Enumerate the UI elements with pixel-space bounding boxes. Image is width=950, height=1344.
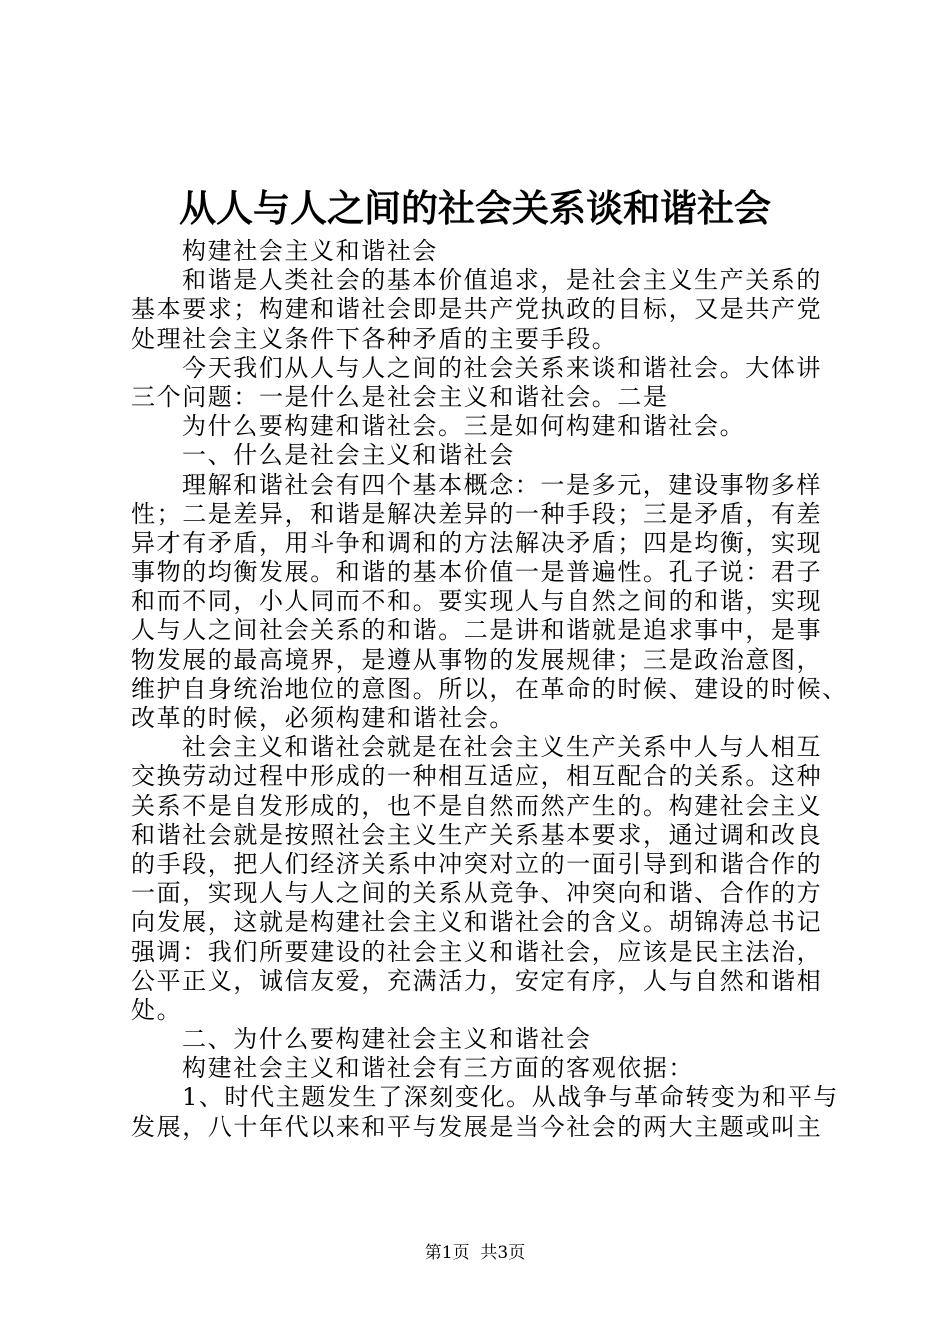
body-line: 人与人之间社会关系的和谐。二是讲和谐就是追求事中，是事 (131, 616, 823, 645)
body-line: 社会主义和谐社会就是在社会主义生产关系中人与人相互 (182, 733, 822, 762)
body-line: 物发展的最高境界，是遵从事物的发展规律；三是政治意图， (131, 645, 823, 674)
body-line: 一、什么是社会主义和谐社会 (182, 441, 515, 470)
body-line: 今天我们从人与人之间的社会关系来谈和谐社会。大体讲 (182, 353, 822, 382)
body-line: 二、为什么要构建社会主义和谐社会 (182, 1025, 592, 1054)
body-line: 构建社会主义和谐社会有三方面的客观依据： (182, 1054, 694, 1083)
body-line: 强调：我们所要建设的社会主义和谐社会，应该是民主法治， (131, 937, 823, 966)
body-line: 三个问题：一是什么是社会主义和谐社会。二是 (131, 382, 669, 411)
body-line: 1、时代主题发生了深刻变化。从战争与革命转变为和平与 (182, 1083, 839, 1112)
document-body (131, 237, 848, 1142)
body-line: 和而不同，小人同而不和。要实现人与自然之间的和谐，实现 (131, 587, 823, 616)
body-line: 交换劳动过程中形成的一种相互适应，相互配合的关系。这种 (131, 762, 823, 791)
body-line: 为什么要构建和谐社会。三是如何构建和谐社会。 (182, 412, 746, 441)
body-line: 构建社会主义和谐社会 (182, 237, 438, 265)
body-line: 基本要求；构建和谐社会即是共产党执政的目标，又是共产党 (131, 295, 823, 324)
body-line: 处理社会主义条件下各种矛盾的主要手段。 (131, 324, 618, 353)
body-line: 异才有矛盾，用斗争和调和的方法解决矛盾；四是均衡，实现 (131, 528, 823, 557)
body-line: 公平正义，诚信友爱，充满活力，安定有序，人与自然和谐相 (131, 966, 823, 995)
body-line: 关系不是自发形成的，也不是自然而然产生的。构建社会主义 (131, 791, 823, 820)
body-line: 处。 (131, 995, 183, 1024)
body-line: 发展，八十年代以来和平与发展是当今社会的两大主题或叫主 (131, 1112, 823, 1141)
body-line: 改革的时候，必须构建和谐社会。 (131, 704, 515, 732)
body-line: 理解和谐社会有四个基本概念：一是多元，建设事物多样 (182, 470, 822, 499)
body-line: 向发展，这就是构建社会主义和谐社会的含义。胡锦涛总书记 (131, 908, 823, 937)
body-line: 和谐社会就是按照社会主义生产关系基本要求，通过调和改良 (131, 820, 823, 849)
document-title: 从人与人之间的社会关系谈和谐社会 (179, 186, 771, 230)
body-line: 一面，实现人与人之间的关系从竞争、冲突向和谐、合作的方 (131, 879, 823, 908)
body-line: 性；二是差异，和谐是解决差异的一种手段；三是矛盾，有差 (131, 499, 823, 528)
page-footer: 第1页 共3页 (424, 1243, 526, 1263)
body-line: 维护自身统治地位的意图。所以，在革命的时候、建设的时候、 (131, 674, 848, 703)
body-line: 和谐是人类社会的基本价值追求，是社会主义生产关系的 (182, 266, 822, 295)
body-line: 的手段，把人们经济关系中冲突对立的一面引导到和谐合作的 (131, 849, 823, 878)
body-line: 事物的均衡发展。和谐的基本价值一是普遍性。孔子说：君子 (131, 558, 823, 587)
